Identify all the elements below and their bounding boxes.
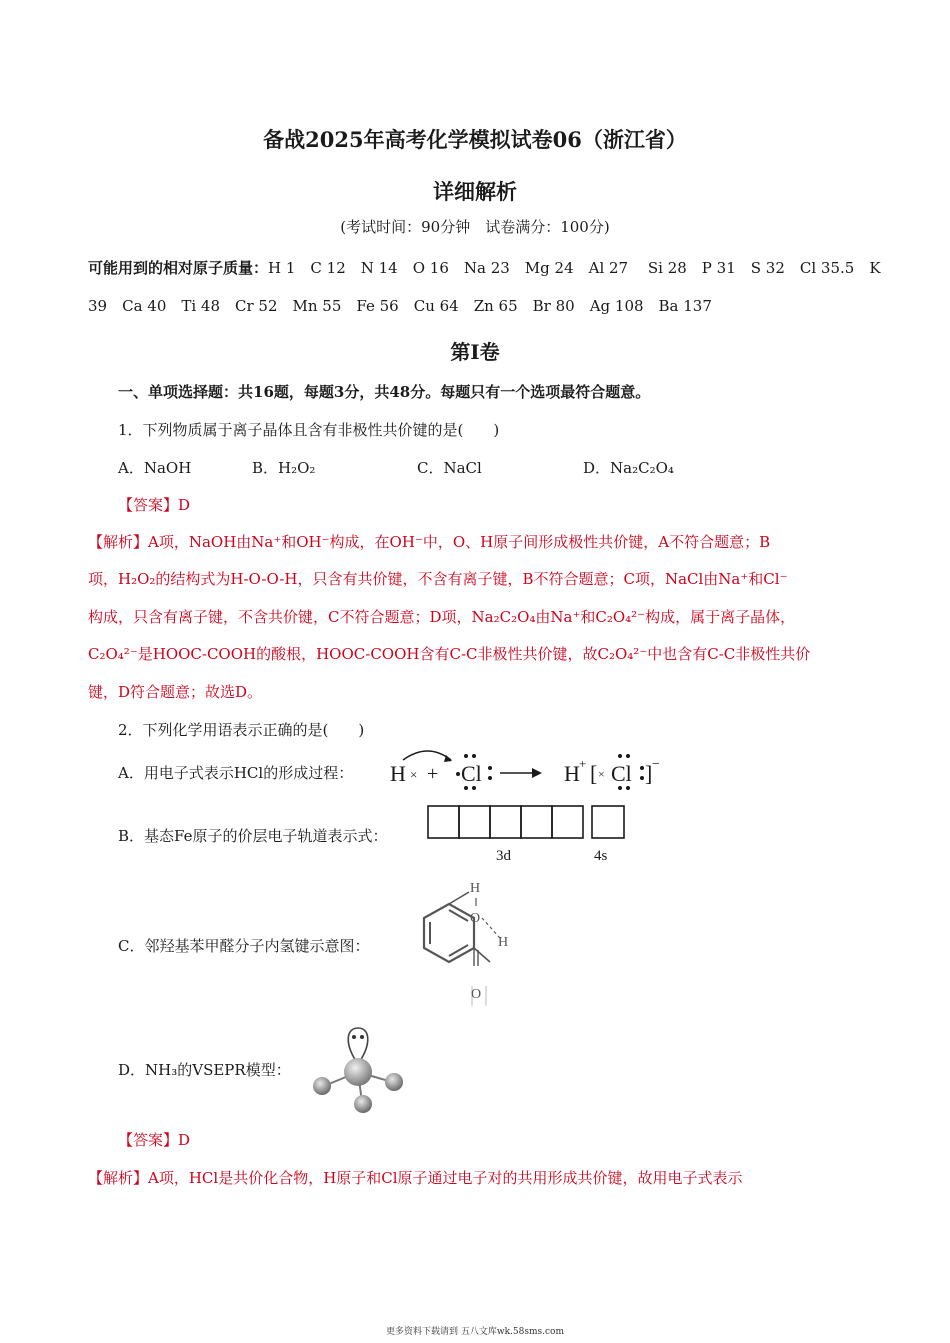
hydrogen-atom-ball-bottom <box>354 1095 372 1113</box>
atomic-masses-line-1 <box>88 257 881 278</box>
question-1-option-d: D．Na₂C₂O₄ <box>583 459 674 477</box>
question-1-stem: 1．下列物质属于离子晶体且含有非极性共价键的是( ) <box>118 421 500 439</box>
nh3-vsepr-model <box>308 1024 408 1116</box>
part-title: 第Ⅰ卷 <box>450 340 500 364</box>
exam-info: (考试时间：90分钟 试卷满分：100分) <box>340 218 610 236</box>
question-1-explanation-line-4: C₂O₄²⁻是HOOC-COOH的酸根，HOOC-COOH含有C-C非极性共价键，故C₂O₄²⁻中也含有C-C非极性共价 <box>88 645 811 663</box>
question-1-option-c: C．NaCl <box>417 459 482 477</box>
reaction-arrow-head-icon <box>532 768 542 778</box>
hcl-formation-diagram <box>386 746 666 796</box>
question-2-option-d: D．NH₃的VSEPR模型： <box>118 1061 291 1079</box>
nitrogen-atom-ball <box>344 1058 372 1086</box>
atom-o-top: O <box>470 911 481 926</box>
hcl-cl-atom: Cl <box>461 761 482 786</box>
benzene-ring-icon <box>424 904 474 962</box>
atomic-masses-label: 可能用到的相对原子质量： <box>88 259 269 277</box>
orbital-label-3d: 3d <box>496 848 511 864</box>
section-label: 一、单项选择题 <box>118 383 224 401</box>
question-1-explanation-line-3: 构成，只含有离子键，不含共价键，C不符合题意；D项，Na₂C₂O₄由Na⁺和C₂O₄²⁻构成，属于离子晶体， <box>88 608 796 626</box>
question-2-answer: 【答案】D <box>118 1131 191 1149</box>
hcl-left-h: H <box>390 761 406 786</box>
orbital-box-3d-2 <box>459 806 490 838</box>
hcl-x-mark: × <box>410 767 418 782</box>
curved-arrow-icon <box>403 751 451 760</box>
question-1-option-b: B．H₂O₂ <box>252 459 316 477</box>
hcl-cl-ion: Cl <box>611 761 632 786</box>
hcl-bracket-close: ] <box>645 761 653 786</box>
section-heading <box>118 381 650 402</box>
hcl-bracket-open: [ <box>590 761 598 786</box>
orbital-label-4s: 4s <box>594 848 608 864</box>
fe-orbital-diagram <box>426 804 631 866</box>
orbital-box-3d-3 <box>490 806 521 838</box>
question-1-option-a: A．NaOH <box>118 459 192 477</box>
question-1-explanation-line-1: 【解析】A项，NaOH由Na⁺和OH⁻构成，在OH⁻中，O、H原子间形成极性共价键，A不符合题意；B <box>88 533 771 551</box>
hcl-plus: + <box>427 763 439 785</box>
orbital-box-3d-5 <box>552 806 583 838</box>
hcl-right-h: H <box>564 761 580 786</box>
question-2-option-b: B．基态Fe原子的价层电子轨道表示式： <box>118 827 388 845</box>
question-2-option-a: A．用电子式表示HCl的形成过程： <box>118 764 354 782</box>
document-subtitle: 详细解析 <box>433 179 517 204</box>
orbital-box-3d-4 <box>521 806 552 838</box>
atomic-masses-values-2: 39 Ca 40 Ti 48 Cr 52 Mn 55 Fe 56 Cu 64 Zn 65 Br 80 Ag 108 Ba 137 <box>88 297 712 315</box>
atom-h-top: H <box>470 881 481 896</box>
salicylaldehyde-structure <box>394 878 524 1008</box>
atom-h-side: H <box>498 935 509 950</box>
atom-o-bottom: O <box>471 987 482 1002</box>
question-1-explanation-line-2: 项，H₂O₂的结构式为H-O-O-H，只含有共价键，不含有离子键，B不符合题意；C项，NaCl由Na⁺和Cl⁻ <box>88 570 788 588</box>
question-2-option-c: C．邻羟基苯甲醛分子内氢键示意图： <box>118 937 370 955</box>
atomic-masses-values-1: H 1 C 12 N 14 O 16 Na 23 Mg 24 Al 27 Si 28 P 31 S 32 Cl 35.5 K <box>268 259 881 277</box>
document-title: 备战2025年高考化学模拟试卷06（浙江省） <box>263 127 687 152</box>
question-2-stem: 2．下列化学用语表示正确的是( ) <box>118 721 365 739</box>
question-2-explanation-line-1: 【解析】A项，HCl是共价化合物，H原子和Cl原子通过电子对的共用形成共价键，故用电子式表示 <box>88 1169 743 1187</box>
hydrogen-atom-ball-right <box>385 1073 403 1091</box>
hcl-minus-charge: − <box>652 757 660 772</box>
question-1-answer: 【答案】D <box>118 496 191 514</box>
hcl-bracket-x-mark: × <box>598 767 605 781</box>
hydrogen-atom-ball-left <box>313 1077 331 1095</box>
section-description: ：共16题，每题3分，共48分。每题只有一个选项最符合题意。 <box>223 383 651 401</box>
page-footer: 更多资料下载请到 五八文库wk.58sms.com <box>386 1327 564 1337</box>
orbital-box-3d-1 <box>428 806 459 838</box>
hcl-plus-charge: + <box>579 756 587 771</box>
orbital-box-4s <box>592 806 624 838</box>
question-1-explanation-line-5: 键，D符合题意；故选D。 <box>88 683 263 701</box>
